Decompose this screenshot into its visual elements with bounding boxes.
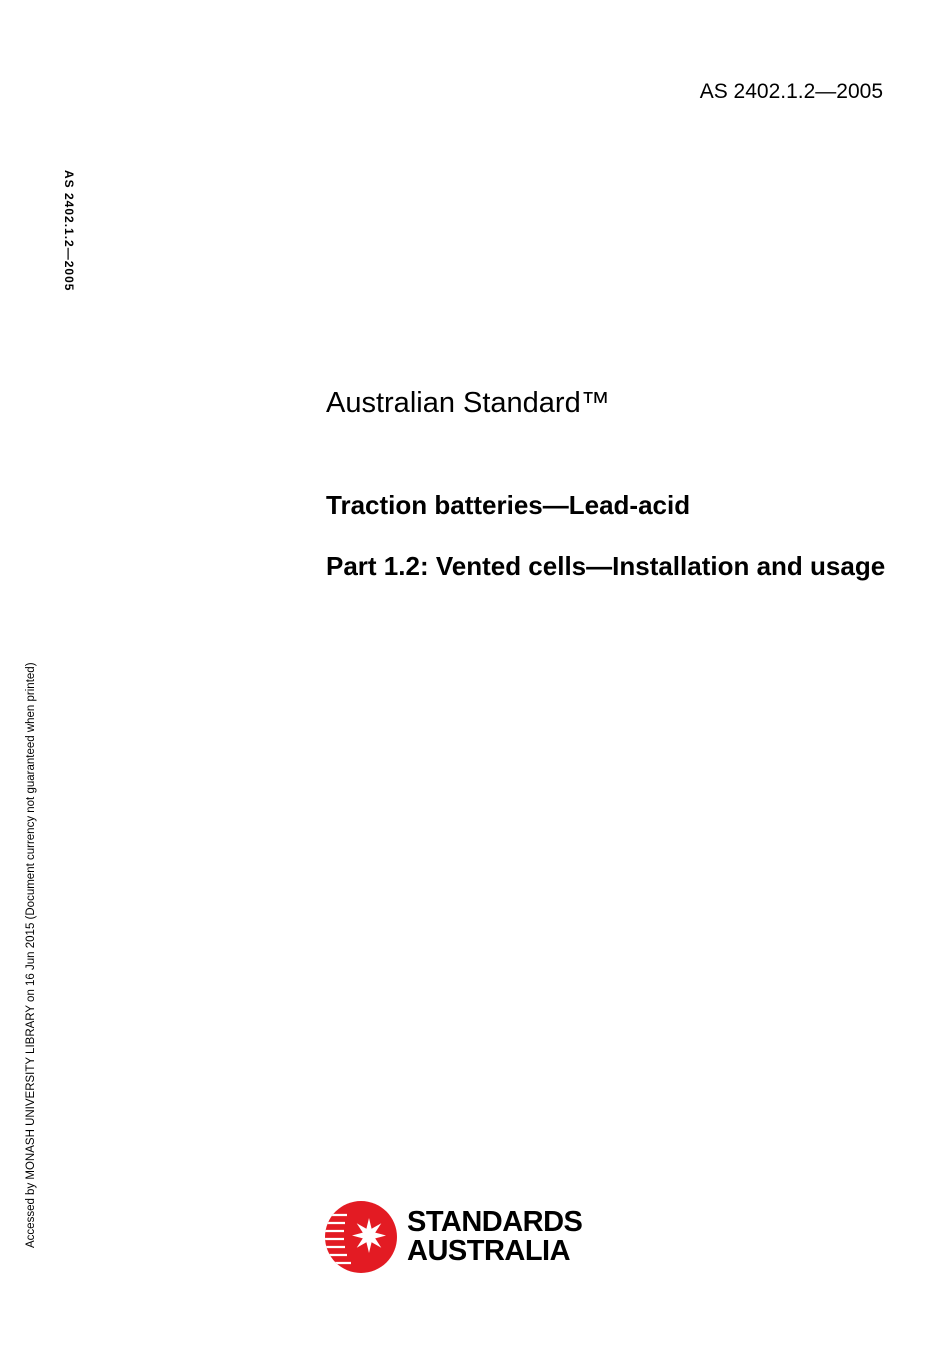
- spine-document-number: AS 2402.1.2—2005: [62, 170, 76, 292]
- logo-wordmark: [407, 1208, 582, 1266]
- standards-australia-logo: [325, 1200, 585, 1274]
- document-title: Traction batteries—Lead-acid: [326, 490, 691, 520]
- logo-line-australia: AUSTRALIA: [407, 1235, 571, 1267]
- logo-line-standards: STANDARDS: [407, 1206, 583, 1238]
- standard-series-label: Australian Standard™: [326, 387, 610, 419]
- star-globe-icon: [325, 1201, 397, 1273]
- access-notice: Accessed by MONASH UNIVERSITY LIBRARY on 16 Jun 2015 (Document currency not guaranteed when printed): [25, 662, 37, 1248]
- document-subtitle: Part 1.2: Vented cells—Installation and usage: [326, 551, 886, 581]
- header-document-number: AS 2402.1.2—2005: [699, 80, 883, 103]
